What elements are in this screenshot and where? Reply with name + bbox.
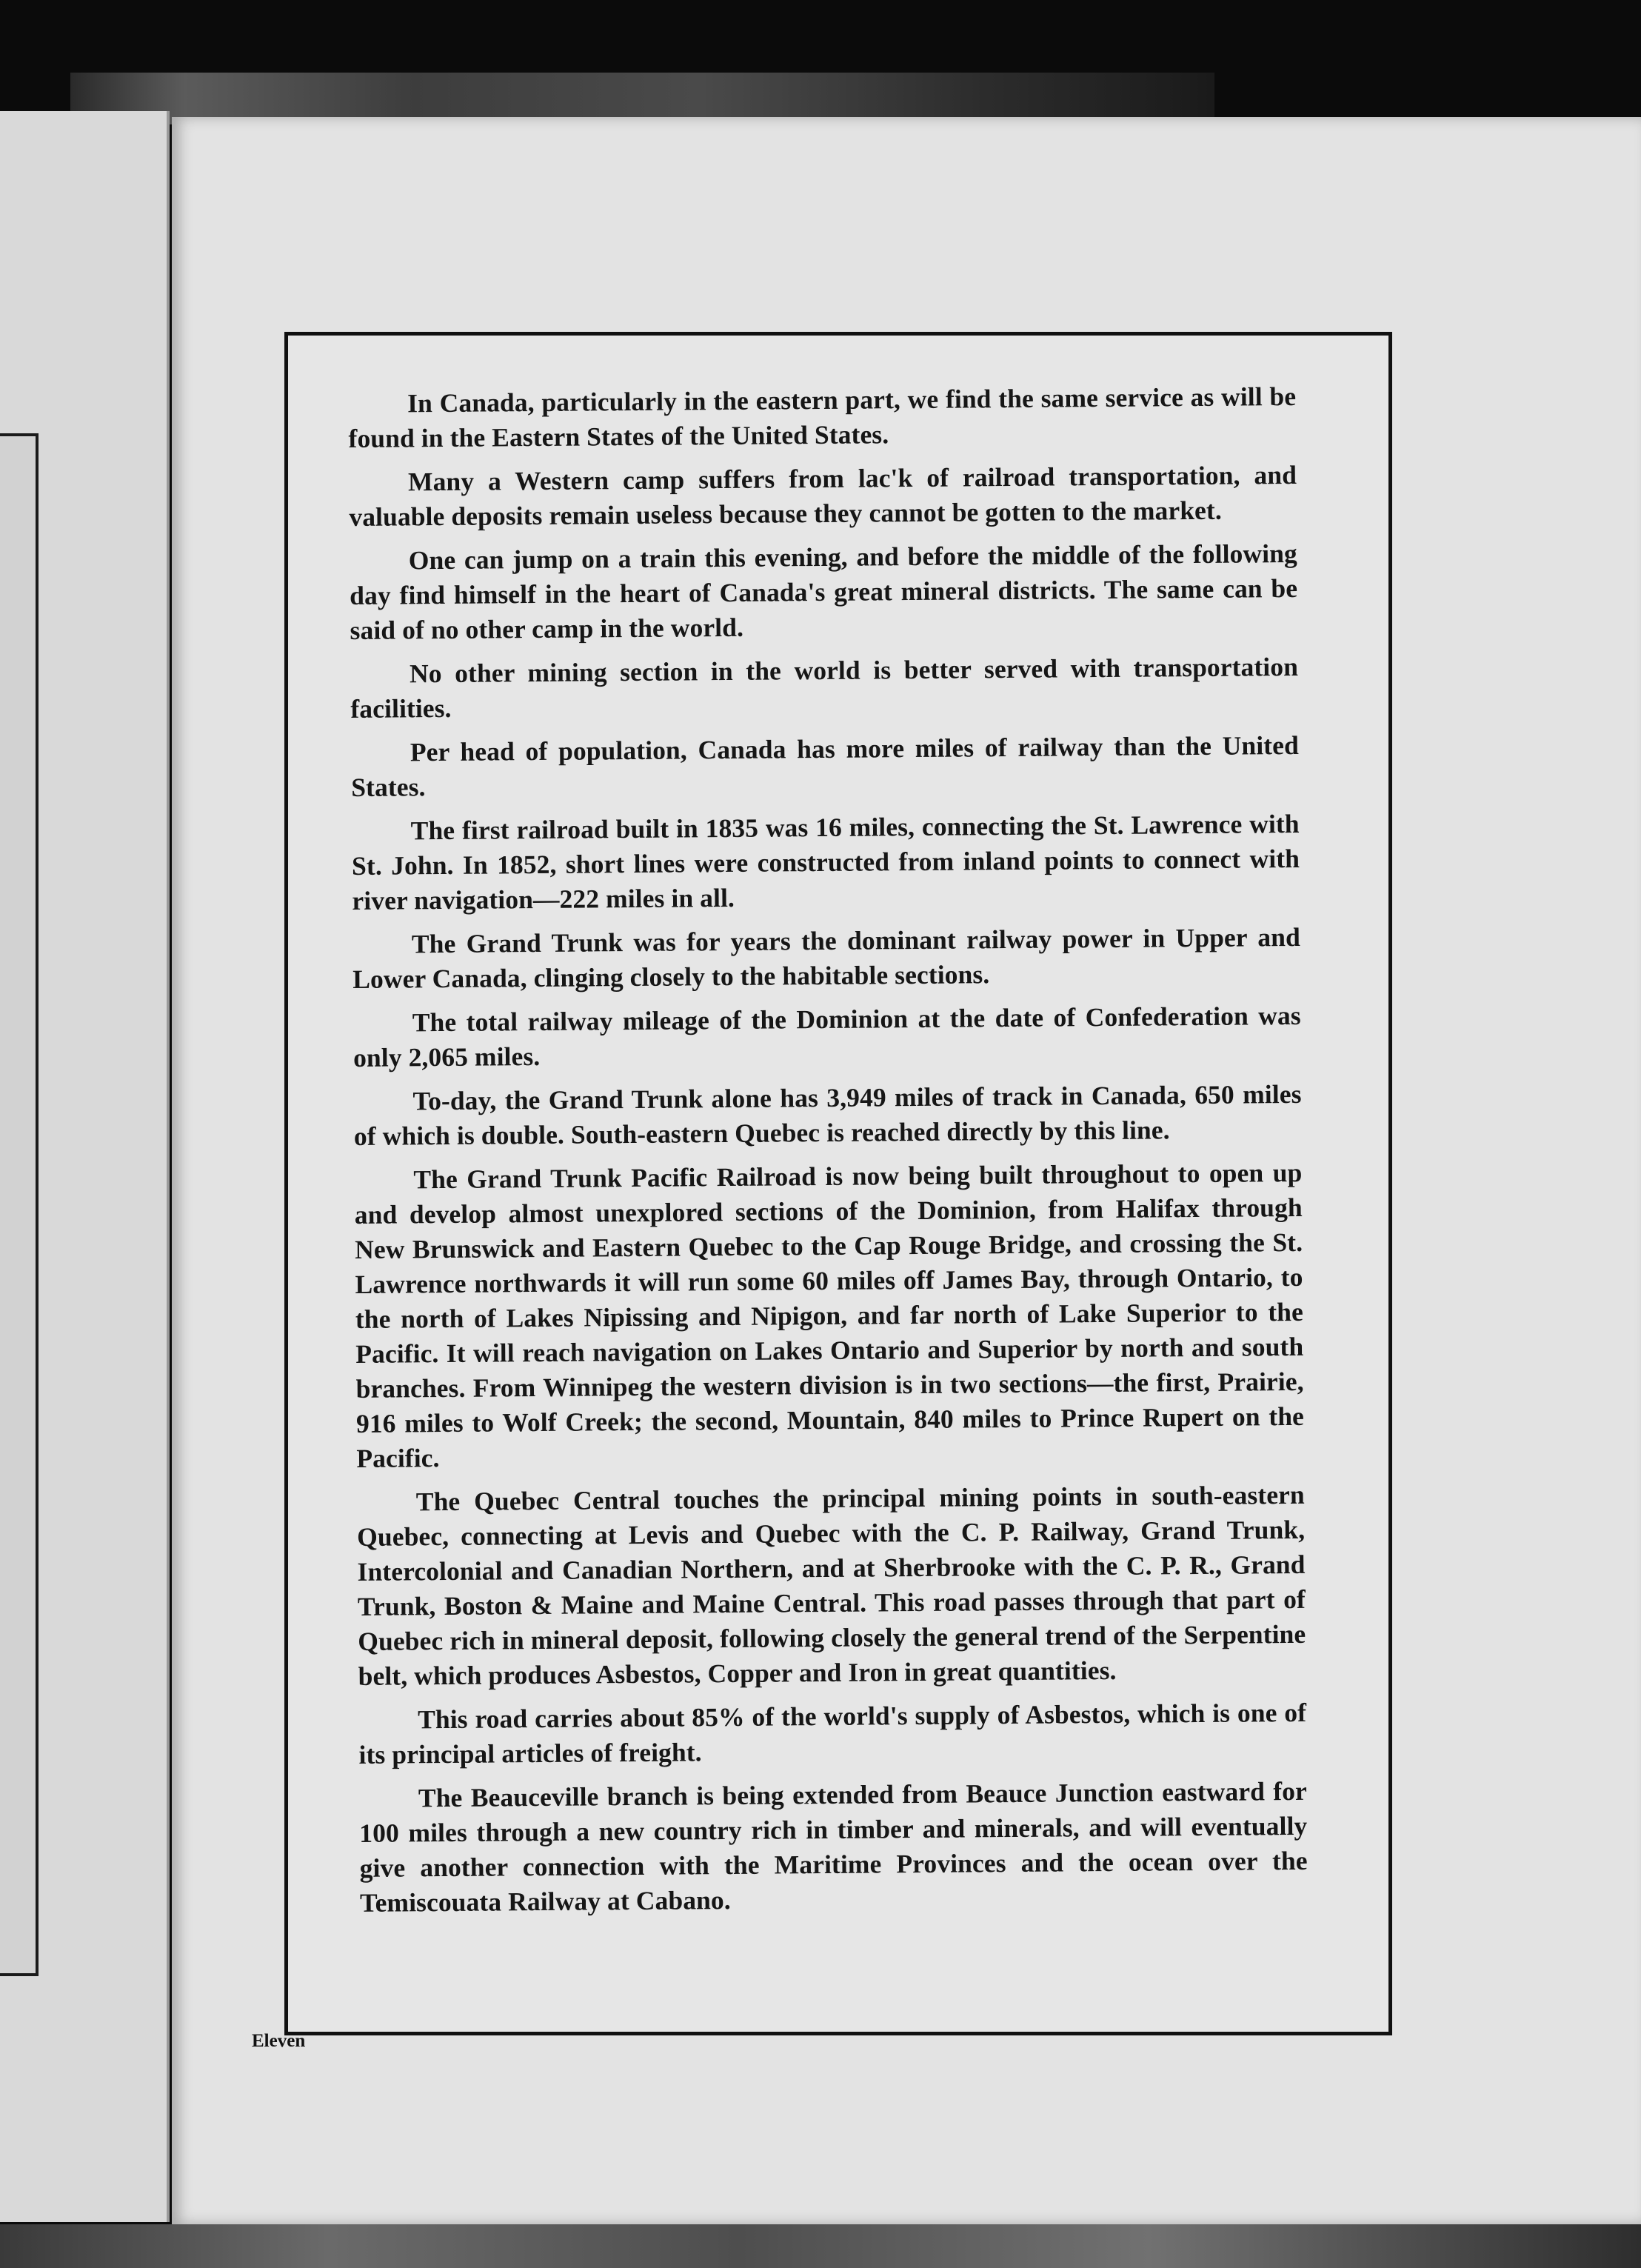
paragraph-2: Many a Western camp suffers from lac'k of railroad transportation, and valuable deposits remain useless because they cannot be gotten to the market. (349, 459, 1297, 532)
paragraph-3: One can jump on a train this evening, and before the middle of the following day find himself in the heart of Canada's great mineral districts. The same can be said of no other camp in the world. (350, 538, 1298, 645)
left-page-frame-edge (0, 433, 39, 1976)
paragraph-6: The first railroad built in 1835 was 16 miles, connecting the St. Lawrence with St. John. In 1852, short lines were constructed from inland points to connect with river navigation—222 miles in all. (351, 808, 1300, 915)
paragraph-11: The Quebec Central touches the principal mining points in south-eastern Quebec, connecting at Levis and Quebec with the C. P. Railway, Grand Trunk, Intercolonial and Canadian Northern, and at Sherbrooke with the C. P. R., Grand Trunk, Boston & Maine and Maine Central. This road passes through that part of Quebec rich in mineral deposit, following closely the general trend of the Serpentine belt, which produces Asbestos, Copper and Iron in great quantities. (357, 1479, 1306, 1691)
paragraph-12: This road carries about 85% of the world's supply of Asbestos, which is one of its principal articles of freight. (358, 1697, 1307, 1770)
page-folio: Eleven (252, 2031, 306, 2051)
paragraph-4: No other mining section in the world is better served with transportation facilities. (350, 651, 1299, 724)
paragraph-1: In Canada, particularly in the eastern part, we find the same service as will be found in the Eastern States of the United States. (348, 381, 1297, 453)
paragraph-10: The Grand Trunk Pacific Railroad is now being built throughout to open up and develop almost unexplored sections of the Dominion, from Halifax through New Brunswick and Eastern Quebec to the Cap Rouge Bridge, and crossing the St. Lawrence northwards it will run some 60 miles off James Bay, through Ontario, to the north of Lakes Nipissing and Nipigon, and far north of Lake Superior to the Pacific. It will reach navigation on Lakes Ontario and Superior by north and south branches. From Winnipeg the western division is in two sections—the first, Prairie, 916 miles to Wolf Creek; the second, Mountain, 840 miles to Prince Rupert on the Pacific. (354, 1157, 1305, 1473)
film-bottom-strip (0, 2224, 1641, 2268)
paragraph-7: The Grand Trunk was for years the dominant railway power in Upper and Lower Canada, clinging closely to the habitable sections. (352, 921, 1301, 994)
paragraph-13: The Beauceville branch is being extended from Beauce Junction eastward for 100 miles through a new country rich in timber and minerals, and will eventually give another connection with the Maritime Provinces and the ocean over the Temiscouata Railway at Cabano. (359, 1775, 1308, 1918)
paragraph-8: The total railway mileage of the Dominion at the date of Confederation was only 2,065 miles. (352, 1000, 1301, 1073)
paragraph-5: Per head of population, Canada has more miles of railway than the United States. (351, 730, 1299, 802)
left-page-margin (0, 111, 170, 2222)
paragraph-9: To-day, the Grand Trunk alone has 3,949 miles of track in Canada, 650 miles of which is double. South-eastern Quebec is reached directly by this line. (353, 1078, 1302, 1151)
page-text-body (348, 379, 1308, 1930)
